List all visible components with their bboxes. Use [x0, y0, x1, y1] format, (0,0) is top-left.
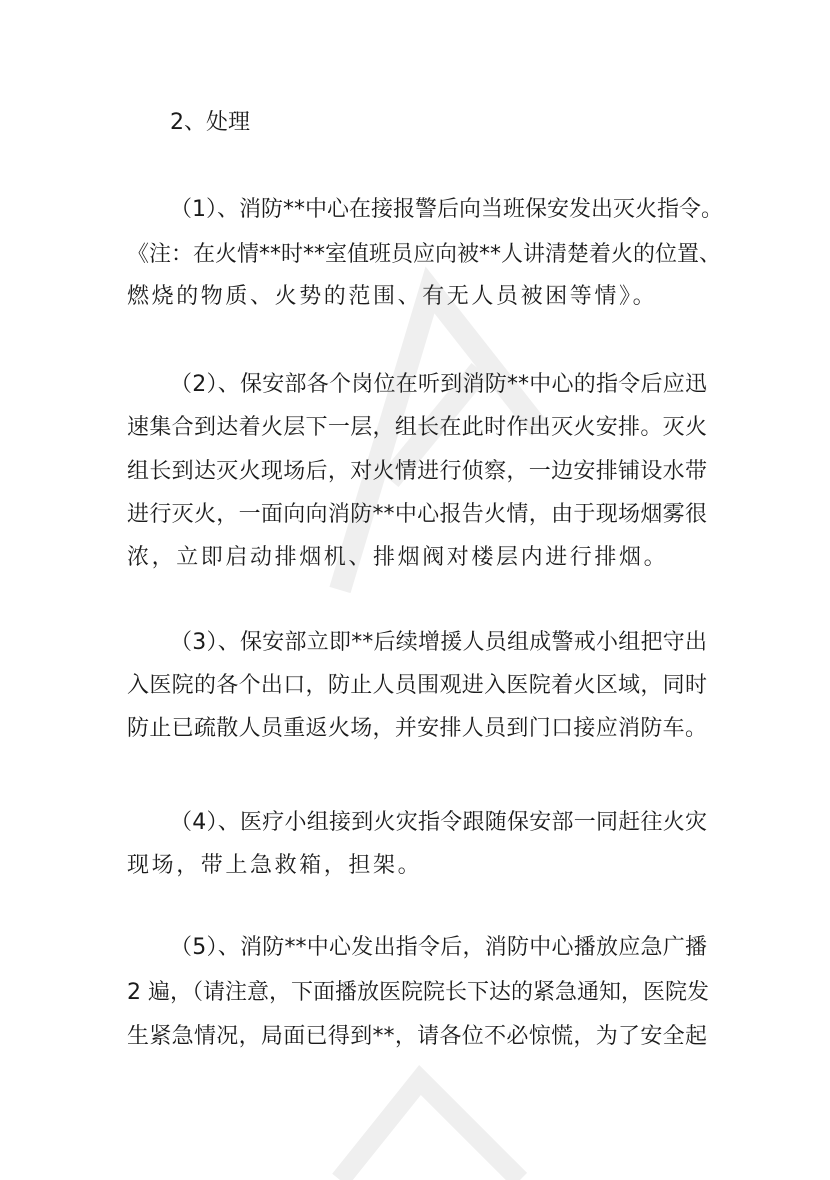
text-line: 燃烧的物质、火势的范围、有无人员被困等情》。	[127, 284, 658, 309]
text-line: 生紧急情况，局面已得到**，请各位不必惊慌，为了安全起	[127, 1024, 707, 1049]
text-line: 速集合到达着火层下一层，组长在此时作出灭火安排。灭火	[127, 415, 707, 440]
text-line: （3）、保安部立即**后续增援人员组成警戒小组把守出	[170, 630, 707, 655]
text-line: 2 遍，（请注意，下面播放医院院长下达的紧急通知，医院发	[127, 980, 709, 1005]
text-line: 入医院的各个出口，防止人员围观进入医院着火区域，同时	[127, 673, 707, 698]
text-line: 防止已疏散人员重返火场，并安排人员到门口接应消防车。	[127, 716, 707, 741]
text-line: 组长到达灭火现场后，对火情进行侦察，一边安排铺设水带	[127, 459, 707, 484]
text-line: 现场，带上急救箱，担架。	[127, 853, 423, 878]
text-line: 进行灭火，一面向向消防**中心报告火情，由于现场烟雾很	[127, 502, 707, 527]
text-line: （5）、消防**中心发出指令后，消防中心播放应急广播	[170, 935, 707, 960]
watermark-logo-bottom	[300, 1060, 560, 1180]
text-line: （1）、消防**中心在接报警后向当班保安发出灭火指令。	[170, 197, 723, 222]
text-line: 浓，立即启动排烟机、排烟阀对楼层内进行排烟。	[127, 545, 669, 570]
section-heading: 2、处理	[170, 110, 250, 135]
text-line: （4）、医疗小组接到火灾指令跟随保安部一同赶往火灾	[170, 810, 707, 835]
text-line: （2）、保安部各个岗位在听到消防**中心的指令后应迅	[170, 372, 707, 397]
text-line: 《注：在火情**时**室值班员应向被**人讲清楚着火的位置、	[127, 242, 722, 267]
